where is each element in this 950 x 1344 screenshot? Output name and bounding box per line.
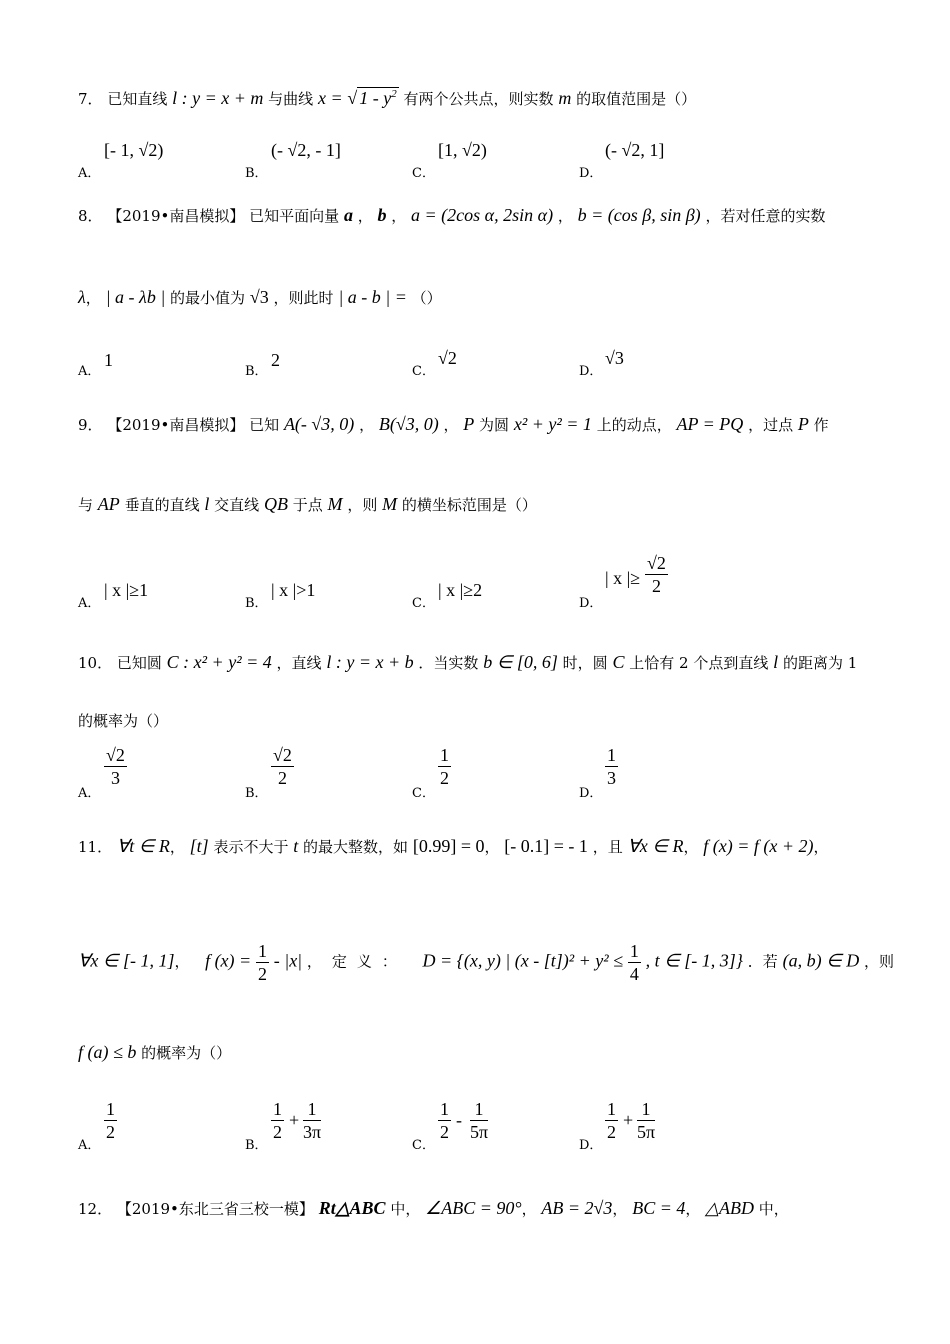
fraction: $\frac{√2}{2}$ [273, 745, 292, 788]
question-text: ，若对任意的实数 [705, 207, 826, 225]
question-text: ，直线 [276, 654, 322, 672]
question-10 [78, 652, 857, 673]
question-text: ，则 [864, 952, 895, 971]
question-text: 已知直线 [107, 90, 168, 108]
fraction: $\frac{1}{5\pi}$ [470, 1099, 489, 1142]
math-expression: x² + y² = 1 [513, 414, 592, 434]
math-expression: QB [263, 494, 288, 514]
source-tag: 【2019•南昌模拟】 [107, 416, 245, 434]
math-expression: [t] [189, 836, 209, 856]
question-number: 9． [78, 416, 103, 434]
math-expression: ∠ABC = 90° [425, 1198, 522, 1218]
question-text: 已知平面向量 [249, 207, 340, 225]
fraction: $\frac{√2}{3}$ [106, 745, 125, 788]
sqrt-expression: √ $1 - y^2$ [347, 88, 397, 108]
question-number: 11． [78, 838, 113, 856]
fraction: $\frac{1}{2}$ [273, 1099, 282, 1142]
math-expression: BC = 4 [632, 1198, 686, 1218]
question-11-line-3 [78, 1042, 231, 1063]
math-expression: f (x) = [205, 950, 252, 971]
question-text: 上恰有 2 个点到直线 [629, 654, 769, 672]
question-text: 的最小值为 [170, 289, 246, 307]
math-expression: t [293, 836, 299, 856]
math-expression: C : x² + y² = 4 [166, 652, 272, 672]
question-text: 已知圆 [116, 654, 162, 672]
math-expression: M [327, 494, 343, 514]
math-expression: ∀t ∈ R [116, 836, 170, 856]
question-text: 的最大整数，如 [303, 838, 409, 856]
math-expression: , t ∈ [- 1, 3]} [645, 950, 744, 971]
fraction: $\frac{1}{2}$ [607, 1099, 616, 1142]
math-expression: Rt△ABC [318, 1198, 386, 1218]
question-text: 与曲线 [268, 90, 314, 108]
math-expression: [0.99] = 0 [412, 836, 485, 856]
question-text: 与 [78, 496, 94, 514]
math-expression: P [797, 414, 809, 434]
question-number: 7． [78, 90, 103, 108]
fraction: $\frac{1}{2}$ [440, 745, 449, 788]
math-expression: A(- √3, 0) [283, 414, 355, 434]
math-expression: D = {(x, y) | (x - [t])² + y² ≤ [422, 950, 624, 971]
question-9-line-2 [78, 494, 537, 515]
math-expression: | a - λb | [105, 287, 166, 307]
question-8-line-2: λ， | a - λb | 的最小值为 √3 ，则此时 | a - b | = （） [78, 287, 442, 307]
question-text: ，过点 [748, 416, 794, 434]
question-text: 上的动点， [596, 416, 672, 434]
math-expression: a = (2cos α, 2sin α) [411, 205, 554, 225]
question-text: （） [411, 289, 442, 307]
math-expression: b = (cos β, sin β) [577, 205, 701, 225]
math-expression: - |x| [273, 950, 303, 971]
math-expression: AP = PQ [676, 414, 744, 434]
math-expression: M [382, 494, 398, 514]
source-tag: 【2019•东北三省三校一模】 [116, 1200, 314, 1218]
question-text: 时，圆 [562, 654, 608, 672]
options-q11: A． $\frac{1}{2}$ B． $\frac{1}{2}$ + $\frac{1}{3\pi}$ C． $\frac{1}{2}$ - $\frac{1}{5\pi}$ D． $\frac{1}{2}$ + $\frac{1}{5\pi}$ [78, 1099, 656, 1153]
question-text: ．当实数 [418, 654, 479, 672]
question-text: ，定义： [306, 952, 407, 971]
math-expression: ∀x ∈ R [627, 836, 684, 856]
math-expression: l [773, 652, 779, 672]
question-text: 的距离为 1 [782, 654, 858, 672]
question-text: ，则 [347, 496, 378, 514]
question-text: ．若 [747, 952, 778, 971]
fraction: $\frac{1}{4}$ [629, 941, 639, 984]
math-expression: ∀x ∈ [- 1, 1] [78, 950, 175, 971]
options-q10: A． $\frac{√2}{3}$ B． $\frac{√2}{2}$ C． $\frac{1}{2}$ D． $\frac{1}{3}$ [78, 745, 616, 801]
question-number: 8． [78, 207, 103, 225]
vector-b: b [377, 205, 387, 225]
vector-a: a [343, 205, 353, 225]
math-expression: f (x) = f (x + 2) [703, 836, 814, 856]
options-q7: A． [- 1, √2) B． (- √2, - 1] C． [1, √2) D． (- √2, 1] [78, 140, 665, 181]
fraction: $\frac{1}{2}$ [440, 1099, 449, 1142]
math-expression: x = [317, 88, 343, 108]
options-q8: A． 1 B． 2 C． √2 D． √3 [78, 348, 624, 379]
question-9: 9． 【2019•南昌模拟】 已知 A(- √3, 0) ， B(√3, 0) ， P 为圆 x² + y² = 1 上的动点， AP = PQ ，过点 P 作 [78, 414, 829, 434]
math-expression: C [612, 652, 625, 672]
math-expression: AP [97, 494, 120, 514]
question-number: 10． [78, 654, 113, 672]
question-text: 表示不大于 [213, 838, 289, 856]
math-expression: λ [78, 287, 86, 307]
fraction: $\frac{1}{2}$ [106, 1099, 115, 1142]
fraction: $\frac{1}{2}$ [257, 941, 267, 984]
fraction: $\frac{1}{3\pi}$ [303, 1099, 322, 1142]
math-expression: △ABD [705, 1198, 754, 1218]
question-text: 交直线 [214, 496, 260, 514]
question-10-line-2 [78, 710, 168, 731]
question-text: 作 [813, 416, 829, 434]
question-text: 的取值范围是（） [576, 90, 697, 108]
question-text: 中， [390, 1200, 421, 1218]
math-expression: [- 0.1] = - 1 [504, 836, 588, 856]
question-text: 有两个公共点，则实数 [403, 90, 554, 108]
question-11-line-2: ∀x ∈ [- 1, 1]， f (x) = $\frac{1}{2}$ - |x| ，定义： D = {(x, y) | (x - [t])² + y² ≤ $\frac{1}{4}$ , t ∈ [- 1, 3]} ．若 (a, b) ∈ D ，则 [78, 941, 895, 984]
question-text: 中， [758, 1200, 789, 1218]
question-text: 的概率为（） [141, 1044, 232, 1062]
question-text: 的概率为（） [78, 712, 169, 730]
math-expression: f (a) ≤ b [78, 1042, 137, 1062]
question-text: ，且 [592, 838, 623, 856]
source-tag: 【2019•南昌模拟】 [107, 207, 245, 225]
question-text: ，则此时 [273, 289, 334, 307]
math-expression: l : y = x + m [172, 88, 264, 108]
question-text: 垂直的直线 [124, 496, 200, 514]
math-expression: B(√3, 0) [378, 414, 439, 434]
math-expression: √3 [249, 287, 269, 307]
question-7 [78, 88, 696, 109]
math-expression: m [558, 88, 572, 108]
math-expression: AB = 2√3 [541, 1198, 613, 1218]
fraction: $\frac{√2}{2}$ [647, 553, 666, 596]
question-text: 为圆 [479, 416, 510, 434]
math-expression: b ∈ [0, 6] [483, 652, 558, 672]
fraction: $\frac{1}{3}$ [607, 745, 616, 788]
math-expression: l [204, 494, 210, 514]
question-8: 8． 【2019•南昌模拟】 已知平面向量 a ， b ， a = (2cos α, 2sin α) ， b = (cos β, sin β) ，若对任意的实数 [78, 205, 826, 225]
fraction: $\frac{1}{5\pi}$ [637, 1099, 656, 1142]
question-text: 的横坐标范围是（） [401, 496, 537, 514]
question-text: 于点 [292, 496, 323, 514]
question-12: 12． 【2019•东北三省三校一模】 Rt△ABC 中， ∠ABC = 90°， AB = 2√3， BC = 4， △ABD 中， [78, 1198, 789, 1218]
math-expression: | a - b | = [338, 287, 407, 307]
question-text: 已知 [249, 416, 280, 434]
math-expression: P [463, 414, 475, 434]
options-q9: A． | x |≥1 B． | x |>1 C． | x |≥2 D． | x |≥ $\frac{√2}{2}$ [78, 553, 666, 611]
question-11: 11． ∀t ∈ R， [t] 表示不大于 t 的最大整数，如 [0.99] = 0， [- 0.1] = - 1 ，且 ∀x ∈ R， f (x) = f (x + 2)， [78, 836, 829, 856]
question-number: 12． [78, 1200, 113, 1218]
math-expression: l : y = x + b [326, 652, 414, 672]
math-expression: (a, b) ∈ D [782, 950, 860, 971]
